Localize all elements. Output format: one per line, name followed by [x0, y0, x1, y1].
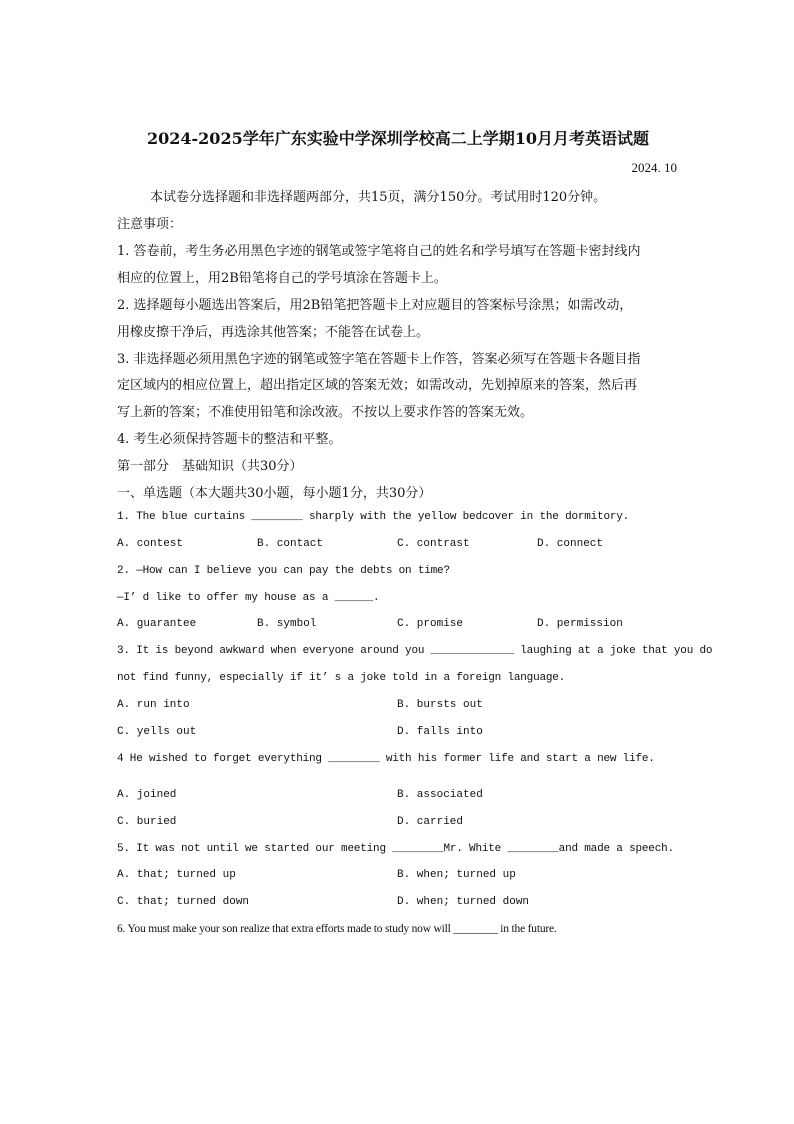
option-b: B. associated [397, 789, 483, 801]
option-d: D. when; turned down [397, 896, 530, 908]
option-c: C. contrast [397, 538, 470, 550]
note-line: 相应的位置上，用2B铅笔将自己的学号填涂在答题卡上。 [117, 271, 447, 286]
part-heading: 第一部分 基础知识（共30分） [117, 459, 303, 474]
option-c: C. that; turned down [117, 896, 250, 908]
option-a: A. guarantee [117, 618, 197, 630]
option-a: A. that; turned up [117, 869, 236, 881]
note-line: 用橡皮擦干净后，再选涂其他答案；不能答在试卷上。 [117, 325, 430, 340]
exam-date: 2024. 10 [631, 160, 677, 175]
exam-title: 2024-2025学年广东实验中学深圳学校高二上学期10月月考英语试题 [147, 129, 649, 148]
question-stem: 5. It was not until we started our meeting ________Mr. White ________and made a speech. [117, 843, 674, 855]
option-d: D. permission [537, 618, 623, 630]
option-d: D. falls into [397, 726, 483, 738]
section-heading: 一、单选题（本大题共30小题，每小题1分，共30分） [117, 486, 432, 501]
question-stem: 4 He wished to forget everything ________ with his former life and start a new life. [117, 753, 655, 765]
note-line: 3. 非选择题必须用黑色字迹的钢笔或签字笔在答题卡上作答，答案必须写在答题卡各题目指 [117, 352, 641, 367]
option-c: C. buried [117, 816, 177, 828]
intro-text: 本试卷分选择题和非选择题两部分，共15页，满分150分。考试用时120分钟。 [150, 190, 607, 205]
option-b: B. contact [257, 538, 324, 550]
question-stem-line2: —I’ d like to offer my house as a ______. [117, 592, 380, 604]
note-line: 2. 选择题每小题选出答案后，用2B铅笔把答题卡上对应题目的答案标号涂黑；如需改动， [117, 298, 633, 313]
option-b: B. when; turned up [397, 869, 516, 881]
question-stem: 6. You must make your son realize that extra efforts made to study now will ________ in the future. [117, 923, 557, 935]
note-line: 1. 答卷前，考生务必用黑色字迹的钢笔或签字笔将自己的姓名和学号填写在答题卡密封线内 [117, 244, 641, 259]
option-d: D. carried [397, 816, 464, 828]
note-line: 4. 考生必须保持答题卡的整洁和平整。 [117, 432, 342, 447]
note-line: 定区域内的相应位置上，超出指定区域的答案无效；如需改动，先划掉原来的答案，然后再 [117, 378, 638, 393]
option-a: A. run into [117, 699, 190, 711]
question-stem: 3. It is beyond awkward when everyone around you _____________ laughing at a joke that you do [117, 645, 713, 657]
option-a: A. joined [117, 789, 177, 801]
option-b: B. bursts out [397, 699, 483, 711]
question-stem: 2. —How can I believe you can pay the debts on time? [117, 565, 450, 577]
notes-heading: 注意事项： [117, 217, 183, 232]
option-c: C. yells out [117, 726, 197, 738]
option-c: C. promise [397, 618, 464, 630]
question-stem-line2: not find funny, especially if it’ s a joke told in a foreign language. [117, 672, 566, 684]
option-d: D. connect [537, 538, 604, 550]
option-b: B. symbol [257, 618, 317, 630]
note-line: 写上新的答案；不准使用铅笔和涂改液。不按以上要求作答的答案无效。 [117, 405, 534, 420]
option-a: A. contest [117, 538, 184, 550]
question-stem: 1. The blue curtains ________ sharply with the yellow bedcover in the dormitory. [117, 511, 630, 523]
